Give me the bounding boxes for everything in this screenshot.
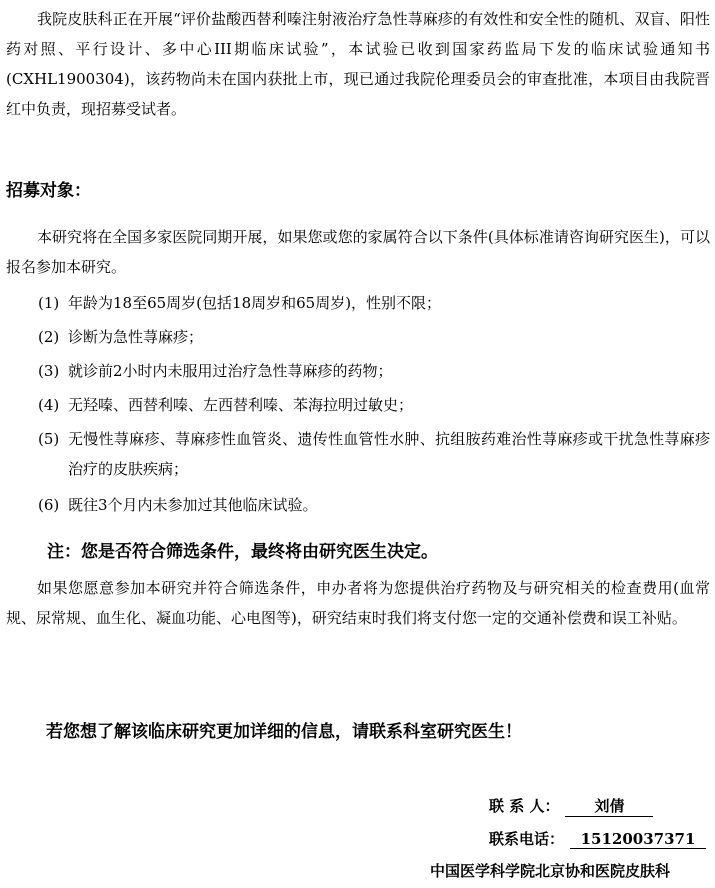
- screening-note: 注：您是否符合筛选条件，最终将由研究医生决定。: [47, 542, 438, 562]
- institution-footer: 中国医学科学院北京协和医院皮肤科: [430, 862, 671, 880]
- criteria-text: 无羟嗪、西替利嗪、左西替利嗪、苯海拉明过敏史；: [68, 396, 414, 414]
- contact-call-to-action: 若您想了解该临床研究更加详细的信息，请联系科室研究医生！: [46, 722, 522, 742]
- criteria-item: [38, 322, 710, 352]
- contact-phone-label: 联系电话：: [489, 830, 565, 848]
- criteria-number: (6): [38, 496, 60, 514]
- contact-phone-number: 15120037371: [570, 830, 706, 849]
- criteria-text: 诊断为急性荨麻疹；: [68, 328, 204, 346]
- criteria-number: (2): [38, 328, 60, 346]
- recruit-intro-paragraph: 本研究将在全国多家医院同期开展，如果您或您的家属符合以下条件(具体标准请咨询研究医生)，可以报名参加本研究。: [6, 228, 710, 276]
- support-paragraph: 如果您愿意参加本研究并符合筛选条件，申办者将为您提供治疗药物及与研究相关的检查费用(血常规、尿常规、血生化、凝血功能、心电图等)，研究结束时我们将支付您一定的交通补偿费和误工补贴。: [6, 579, 710, 627]
- criteria-text: 无慢性荨麻疹、荨麻疹性血管炎、遗传性血管性水肿、抗组胺药难治性荨麻疹或干扰急性荨麻疹治疗的皮肤疾病；: [68, 430, 710, 478]
- criteria-text: 既往3个月内未参加过其他临床试验。: [68, 496, 318, 514]
- criteria-item: [38, 288, 710, 318]
- criteria-text: 就诊前2小时内未服用过治疗急性荨麻疹的药物；: [68, 362, 393, 380]
- criteria-item: [38, 390, 710, 420]
- contact-person-row: [489, 795, 653, 817]
- criteria-item: [38, 424, 710, 484]
- contact-person-name: 刘倩: [565, 795, 653, 817]
- criteria-item: [38, 490, 710, 520]
- contact-person-label: 联 系 人：: [489, 797, 560, 815]
- criteria-number: (4): [38, 396, 60, 414]
- criteria-item: [38, 356, 710, 386]
- criteria-number: (1): [38, 294, 60, 312]
- criteria-number: (3): [38, 362, 60, 380]
- intro-paragraph: 我院皮肤科正在开展“评价盐酸西替利嗪注射液治疗急性荨麻疹的有效性和安全性的随机、双盲、阳性药对照、平行设计、多中心III期临床试验”，本试验已收到国家药监局下发的临床试验通知书(CXHL1900304)，该药物尚未在国内获批上市，现已通过我院伦理委员会的审查批准，本项目由我院晋红中负责，现招募受试者。: [6, 10, 710, 118]
- criteria-text: 年龄为18至65周岁(包括18周岁和65周岁)，性别不限；: [68, 294, 442, 312]
- recruit-heading: 招募对象：: [6, 181, 91, 201]
- criteria-number: (5): [38, 430, 60, 448]
- criteria-list: [38, 288, 710, 520]
- contact-phone-row: [489, 828, 706, 849]
